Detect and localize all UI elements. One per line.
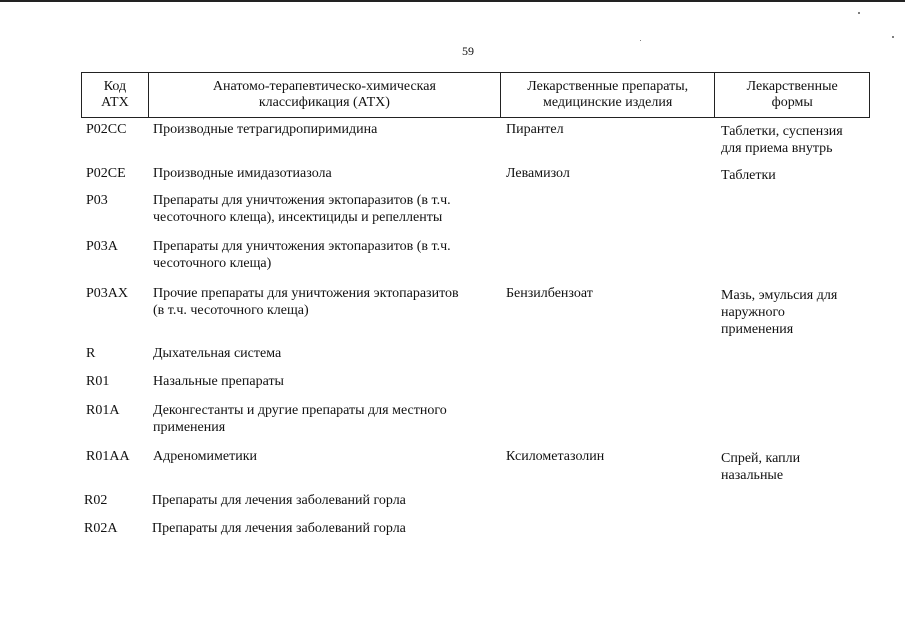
- atc-code: R01: [86, 374, 110, 389]
- atc-code: P03A: [86, 239, 118, 254]
- atc-code: P02CE: [86, 166, 126, 181]
- atc-code: P02CC: [86, 122, 127, 137]
- atc-code: P03AX: [86, 286, 129, 301]
- scan-speck: [858, 12, 860, 14]
- header-code: [82, 73, 149, 117]
- atc-description: Препараты для уничтожения эктопаразитов (в т.ч. чесоточного клеща): [153, 239, 451, 271]
- atc-description: Назальные препараты: [153, 374, 284, 389]
- drug-name: Ксилометазолин: [506, 449, 605, 464]
- atc-code: R02A: [84, 521, 118, 536]
- atc-description: Прочие препараты для уничтожения эктопаразитов (в т.ч. чесоточного клеща): [153, 286, 459, 318]
- atc-description: Производные имидазотиазола: [153, 166, 332, 181]
- atc-code: R01AA: [86, 449, 130, 464]
- atc-description: Дыхательная система: [153, 346, 282, 361]
- atc-code: R01A: [86, 403, 120, 418]
- atc-code: R02: [84, 493, 108, 508]
- atc-code: R: [86, 346, 96, 361]
- atc-description: Производные тетрагидропиримидина: [153, 122, 378, 137]
- atc-code: P03: [86, 193, 108, 208]
- header-drugs-label: Лекарственные препараты, медицинские изделия: [527, 79, 689, 110]
- drug-name: Пирантел: [506, 122, 564, 137]
- dosage-form: Таблетки, суспензия для приема внутрь: [721, 124, 843, 156]
- header-code-label: Код АТХ: [101, 79, 129, 110]
- atc-description: Препараты для лечения заболеваний горла: [152, 521, 406, 536]
- scan-speck: [892, 36, 894, 38]
- header-forms-label: Лекарственные формы: [746, 79, 838, 110]
- page-number: 59: [462, 44, 474, 58]
- dosage-form: Спрей, капли назальные: [721, 451, 801, 483]
- drug-name: Бензилбензоат: [506, 286, 593, 301]
- scan-speck: [640, 40, 641, 41]
- header-classification-label: Анатомо-терапевтическо-химическая классификация (АТХ): [212, 79, 436, 110]
- top-border-line: [0, 0, 905, 2]
- drug-name: Левамизол: [506, 166, 570, 181]
- table-header: [81, 72, 870, 118]
- dosage-form: Таблетки: [721, 168, 776, 183]
- header-classification: [149, 73, 501, 117]
- dosage-form: Мазь, эмульсия для наружного применения: [721, 288, 838, 337]
- atc-description: Деконгестанты и другие препараты для местного применения: [153, 403, 447, 435]
- atc-description: Препараты для лечения заболеваний горла: [152, 493, 406, 508]
- header-forms: [715, 73, 869, 117]
- header-drugs: [501, 73, 715, 117]
- atc-description: Препараты для уничтожения эктопаразитов (в т.ч. чесоточного клеща), инсектициды и репелленты: [153, 193, 451, 225]
- atc-description: Адреномиметики: [153, 449, 258, 464]
